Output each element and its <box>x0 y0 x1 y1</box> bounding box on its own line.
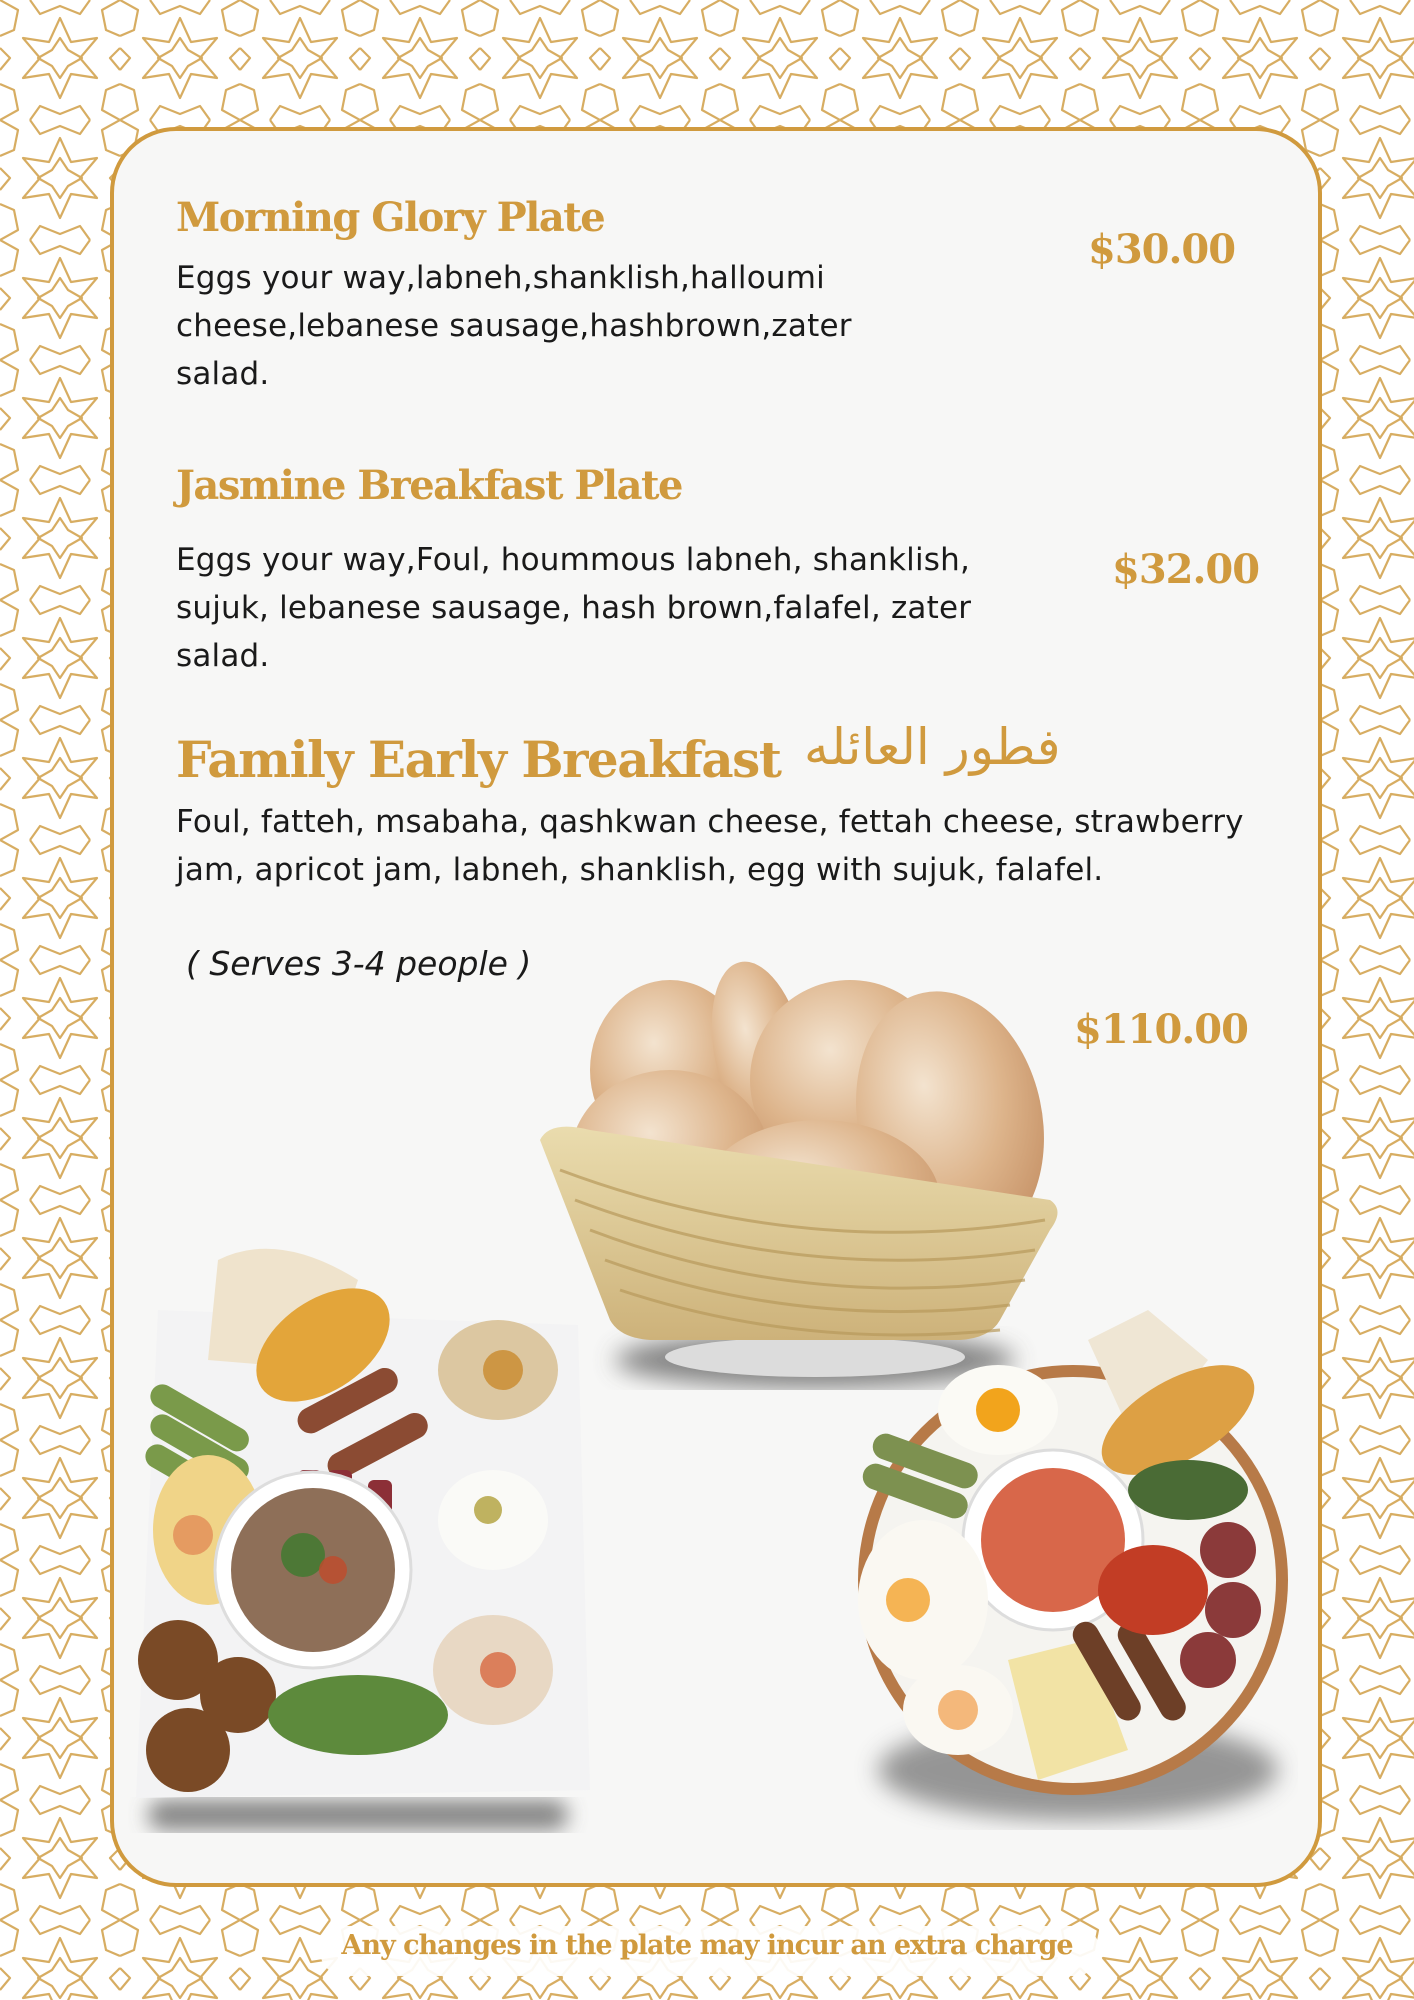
round-breakfast-platter-photo <box>848 1300 1298 1860</box>
item-description-family-breakfast: Foul, fatteh, msabaha, qashkwan cheese, fettah cheese, strawberry jam, apricot jam, labneh, shanklish, egg with sujuk, falafel. <box>176 804 1244 888</box>
item-title-jasmine: Jasmine Breakfast Plate <box>176 462 682 509</box>
square-breakfast-platter-photo <box>128 1230 598 1840</box>
item-title-family-breakfast: Family Early Breakfast <box>176 730 781 789</box>
price-family-breakfast: $110.00 <box>1074 1006 1248 1053</box>
item-description-morning-glory: Eggs your way,labneh,shanklish,halloumi cheese,lebanese sausage,hashbrown,zater salad. <box>176 260 852 392</box>
price-jasmine: $32.00 <box>1112 546 1260 593</box>
item-title-morning-glory: Morning Glory Plate <box>176 194 605 241</box>
footer-note: Any changes in the plate may incur an extra charge <box>341 1930 1073 1961</box>
item-description-jasmine: Eggs your way,Foul, hoummous labneh, shanklish, sujuk, lebanese sausage, hash brown,falafel, zater salad. <box>176 542 972 674</box>
serves-note: ( Serves 3-4 people ) <box>186 944 532 983</box>
price-morning-glory: $30.00 <box>1088 226 1236 273</box>
item-title-arabic-family-breakfast: فطور العائله <box>804 718 1061 776</box>
